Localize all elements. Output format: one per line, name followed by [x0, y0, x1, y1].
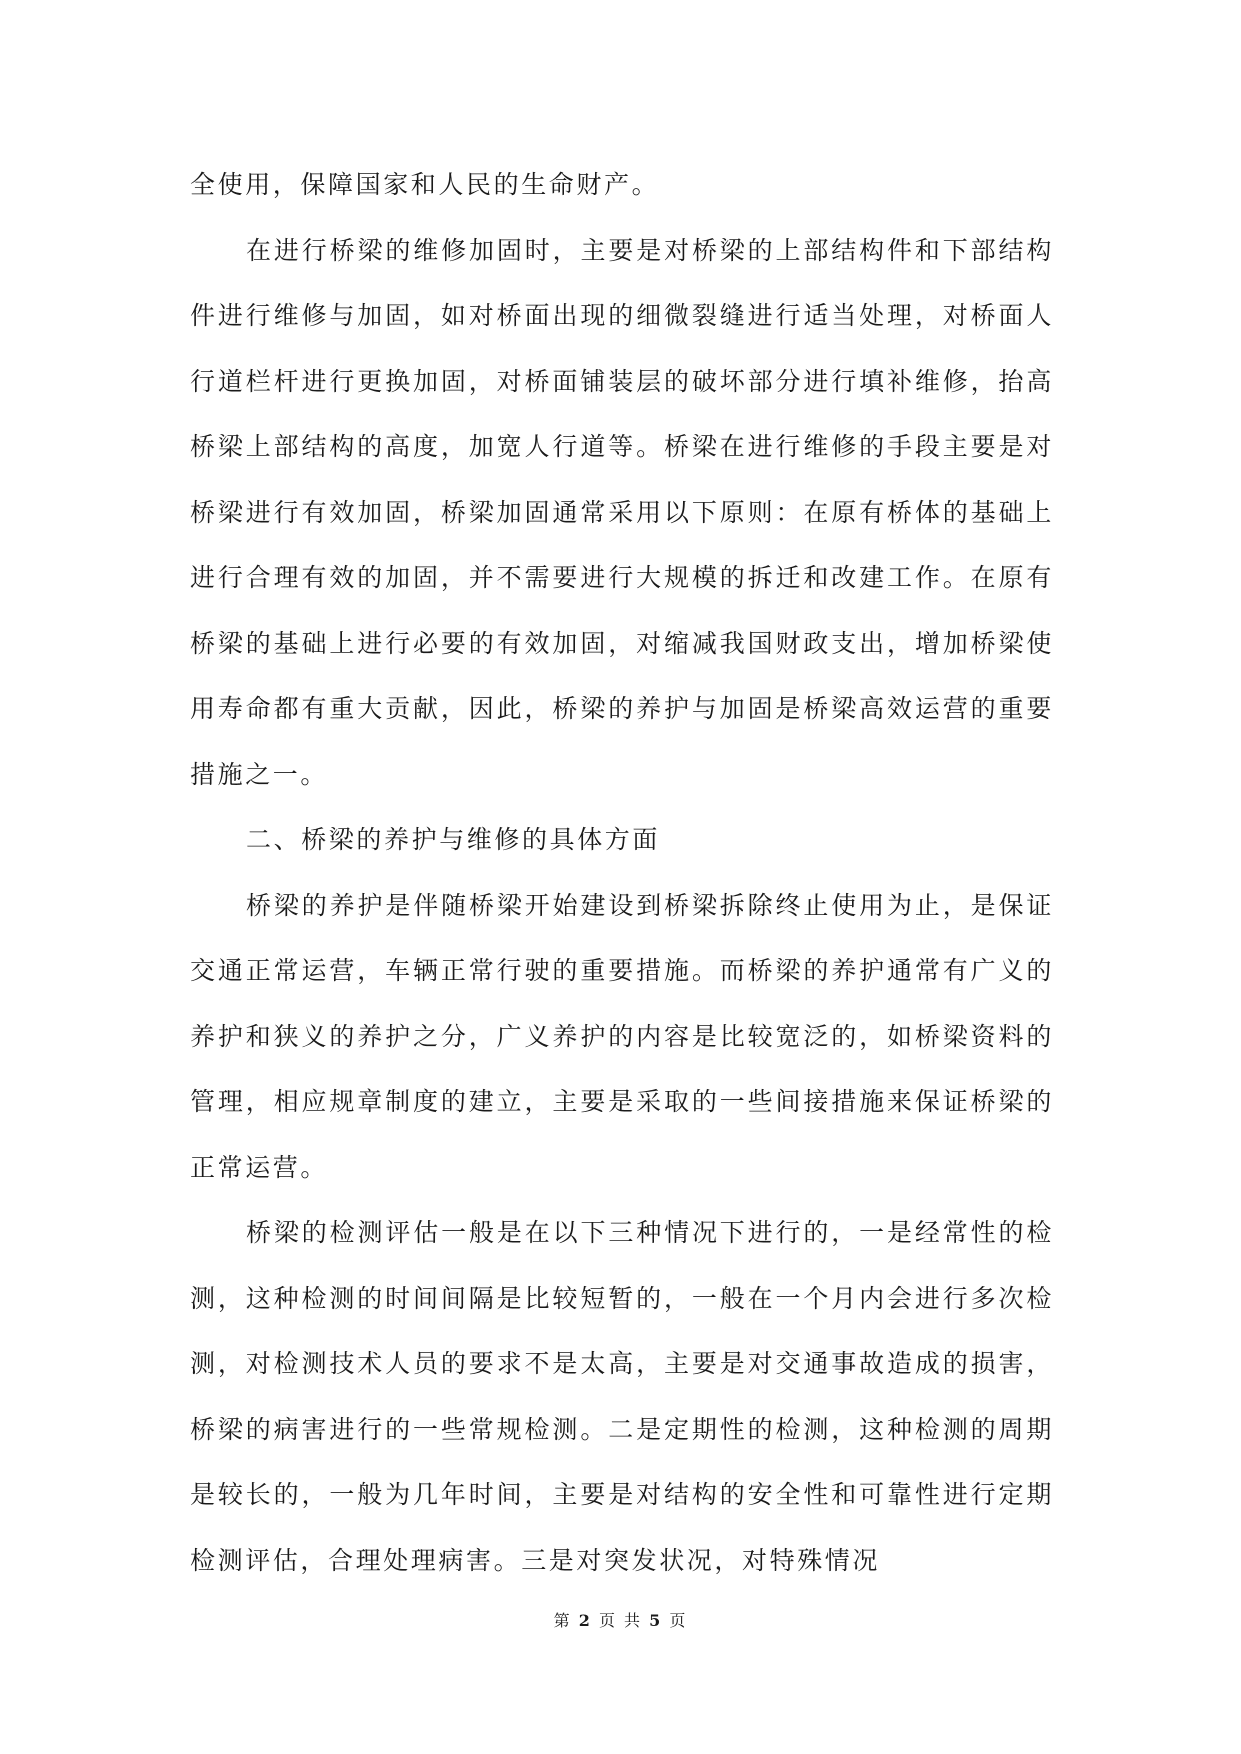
paragraph-bridge-maintenance: 桥梁的养护是伴随桥梁开始建设到桥梁拆除终止使用为止，是保证交通正常运营，车辆正常行驶的重要措施。而桥梁的养护通常有广义的养护和狭义的养护之分，广义养护的内容是比较宽泛的，如桥梁资料的管理，相应规章制度的建立，主要是采取的一些间接措施来保证桥梁的正常运营。	[190, 890, 1054, 1182]
current-page-number: 2	[578, 1611, 592, 1630]
section-heading: 二、桥梁的养护与维修的具体方面	[246, 825, 661, 854]
paragraph-maintenance-reinforcement: 在进行桥梁的维修加固时，主要是对桥梁的上部结构件和下部结构件进行维修与加固，如对桥面出现的细微裂缝进行适当处理，对桥面人行道栏杆进行更换加固，对桥面铺装层的破坏部分进行填补维修，抬高桥梁上部结构的高度，加宽人行道等。桥梁在进行维修的手段主要是对桥梁进行有效加固，桥梁加固通常采用以下原则：在原有桥体的基础上进行合理有效的加固，并不需要进行大规模的拆迁和改建工作。在原有桥梁的基础上进行必要的有效加固，对缩减我国财政支出，增加桥梁使用寿命都有重大贡献，因此，桥梁的养护与加固是桥梁高效运营的重要措施之一。	[190, 235, 1054, 789]
total-pages-number: 5	[649, 1611, 663, 1630]
paragraph-inspection-assessment: 桥梁的检测评估一般是在以下三种情况下进行的，一是经常性的检测，这种检测的时间间隔是比较短暂的，一般在一个月内会进行多次检测，对检测技术人员的要求不是太高，主要是对交通事故造成的损害，桥梁的病害进行的一些常规检测。二是定期性的检测，这种检测的周期是较长的，一般为几年时间，主要是对结构的安全性和可靠性进行定期检测评估，合理处理病害。三是对突发状况，对特殊情况	[190, 1218, 1054, 1575]
body-text	[190, 152, 1054, 1593]
footer-middle: 页 共	[598, 1611, 643, 1630]
footer-suffix: 页	[669, 1611, 688, 1630]
footer-prefix: 第	[553, 1611, 572, 1630]
page-footer	[0, 1608, 1241, 1631]
paragraph-continuation: 全使用，保障国家和人民的生命财产。	[190, 170, 660, 199]
